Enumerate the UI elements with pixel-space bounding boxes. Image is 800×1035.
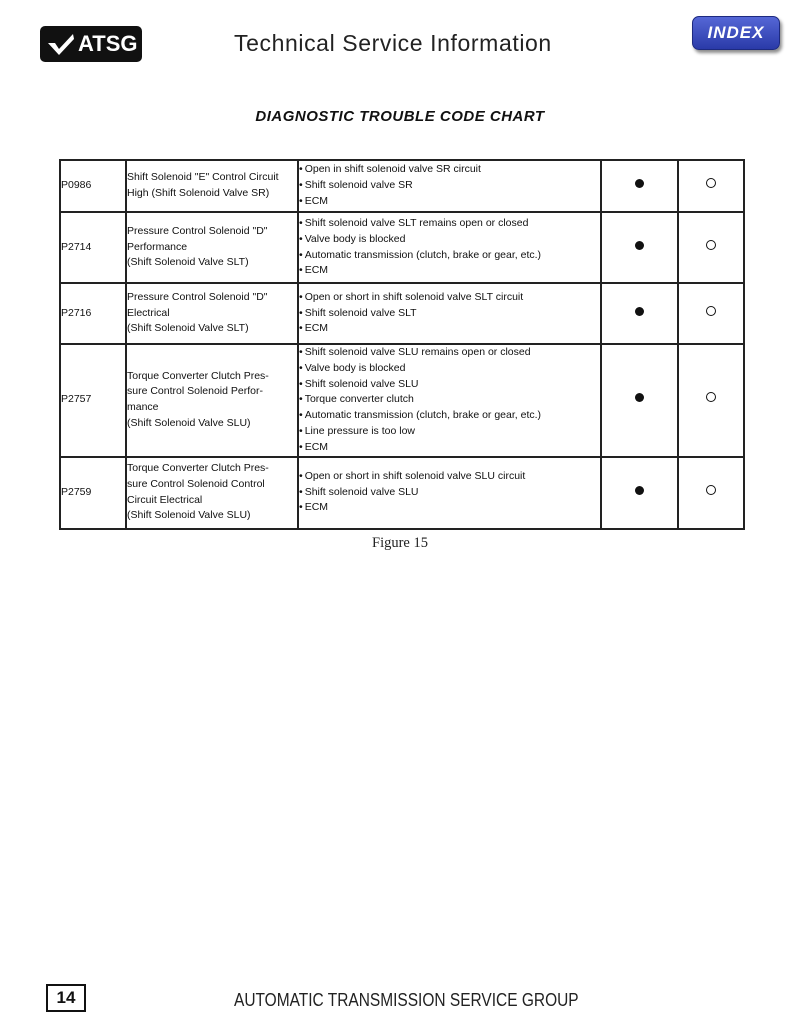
- condition-item: • Shift solenoid valve SLU: [299, 377, 600, 393]
- dtc-conditions-cell: [298, 212, 601, 283]
- table-row: [60, 283, 744, 344]
- description-line: Electrical: [127, 306, 170, 319]
- condition-item: • Open or short in shift solenoid valve SLU circuit: [299, 469, 600, 485]
- description-line: Performance: [127, 240, 188, 253]
- description-line: High (Shift Solenoid Valve SR): [127, 187, 270, 199]
- dtc-code-cell: [60, 160, 126, 212]
- logo-text: ATSG: [78, 31, 138, 56]
- dtc-code: P2716: [61, 306, 92, 319]
- memory-cell: [678, 344, 744, 457]
- index-button[interactable]: INDEX: [692, 16, 780, 50]
- dtc-code-cell: [60, 457, 126, 529]
- chart-title: DIAGNOSTIC TROUBLE CODE CHART: [255, 108, 545, 125]
- table-row: [60, 212, 744, 283]
- condition-item: • ECM: [299, 194, 600, 210]
- table-row: [60, 160, 744, 212]
- dtc-description-cell: [126, 344, 298, 457]
- description-line: Pressure Control Solenoid "D": [127, 224, 268, 237]
- condition-item: • Automatic transmission (clutch, brake or gear, etc.): [299, 408, 600, 424]
- dtc-table: [59, 159, 745, 530]
- description-line: sure Control Solenoid Perfor-: [127, 385, 263, 398]
- dtc-conditions-cell: [298, 160, 601, 212]
- condition-item: • Shift solenoid valve SLT: [299, 306, 600, 322]
- mil-cell: [601, 212, 678, 283]
- open-circle-icon: [706, 485, 716, 495]
- memory-cell: [678, 160, 744, 212]
- condition-item: • Valve body is blocked: [299, 232, 600, 248]
- dtc-code: P2714: [61, 240, 92, 253]
- figure-caption: Figure 15: [372, 535, 428, 551]
- condition-item: • ECM: [299, 500, 600, 516]
- memory-cell: [678, 212, 744, 283]
- description-line: (Shift Solenoid Valve SLU): [127, 417, 251, 430]
- condition-item: • Shift solenoid valve SLU remains open or closed: [299, 345, 600, 361]
- mil-cell: [601, 283, 678, 344]
- condition-item: • ECM: [299, 263, 600, 279]
- description-line: mance: [127, 401, 159, 414]
- description-line: (Shift Solenoid Valve SLU): [127, 509, 251, 522]
- dtc-code-cell: [60, 212, 126, 283]
- description-line: Shift Solenoid "E" Control Circuit: [127, 171, 279, 184]
- condition-item: • ECM: [299, 440, 600, 456]
- open-circle-icon: [706, 392, 716, 402]
- dtc-table-body: [60, 160, 744, 529]
- dtc-conditions-cell: [298, 344, 601, 457]
- description-line: Circuit Electrical: [127, 493, 203, 506]
- atsg-logo: [40, 26, 142, 62]
- condition-item: • Shift solenoid valve SLU: [299, 485, 600, 501]
- table-row: [60, 344, 744, 457]
- open-circle-icon: [706, 306, 716, 316]
- dtc-code: P2757: [61, 393, 92, 406]
- description-line: (Shift Solenoid Valve SLT): [127, 256, 249, 269]
- memory-cell: [678, 283, 744, 344]
- description-line: Torque Converter Clutch Pres-: [127, 461, 269, 474]
- dtc-description-cell: [126, 457, 298, 529]
- dtc-conditions-cell: [298, 457, 601, 529]
- mil-cell: [601, 160, 678, 212]
- condition-item: • Open or short in shift solenoid valve SLT circuit: [299, 290, 600, 306]
- filled-circle-icon: [635, 393, 644, 402]
- checkmark-icon: [46, 31, 76, 57]
- condition-item: • Automatic transmission (clutch, brake or gear, etc.): [299, 248, 600, 264]
- open-circle-icon: [706, 178, 716, 188]
- dtc-description-cell: [126, 212, 298, 283]
- dtc-code-cell: [60, 344, 126, 457]
- description-line: Pressure Control Solenoid "D": [127, 290, 268, 303]
- dtc-description-cell: [126, 160, 298, 212]
- dtc-code: P0986: [61, 179, 92, 192]
- condition-item: • Valve body is blocked: [299, 361, 600, 377]
- filled-circle-icon: [635, 241, 644, 250]
- condition-item: • Shift solenoid valve SLT remains open or closed: [299, 216, 600, 232]
- condition-item: • Torque converter clutch: [299, 392, 600, 408]
- description-line: Torque Converter Clutch Pres-: [127, 369, 269, 382]
- mil-cell: [601, 457, 678, 529]
- page-header-title: Technical Service Information: [234, 30, 552, 56]
- filled-circle-icon: [635, 307, 644, 316]
- memory-cell: [678, 457, 744, 529]
- open-circle-icon: [706, 240, 716, 250]
- mil-cell: [601, 344, 678, 457]
- table-row: [60, 457, 744, 529]
- condition-item: • Line pressure is too low: [299, 424, 600, 440]
- dtc-description-cell: [126, 283, 298, 344]
- dtc-code: P2759: [61, 485, 92, 498]
- filled-circle-icon: [635, 179, 644, 188]
- page-number: 14: [46, 984, 86, 1012]
- filled-circle-icon: [635, 486, 644, 495]
- dtc-conditions-cell: [298, 283, 601, 344]
- dtc-code-cell: [60, 283, 126, 344]
- description-line: (Shift Solenoid Valve SLT): [127, 322, 249, 335]
- footer-org-name: AUTOMATIC TRANSMISSION SERVICE GROUP: [234, 990, 579, 1010]
- condition-item: • Open in shift solenoid valve SR circuit: [299, 162, 600, 178]
- condition-item: • ECM: [299, 321, 600, 337]
- condition-item: • Shift solenoid valve SR: [299, 178, 600, 194]
- description-line: sure Control Solenoid Control: [127, 477, 265, 490]
